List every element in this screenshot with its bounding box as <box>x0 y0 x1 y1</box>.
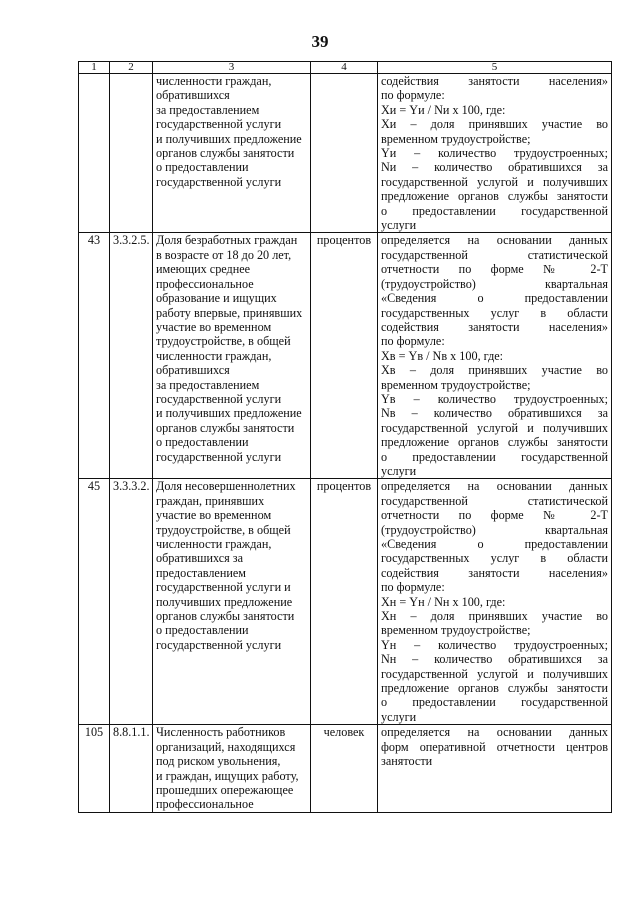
name-line: обратившихся <box>156 88 230 103</box>
name-line: государственной услуги <box>156 449 282 464</box>
name-line: государственной услуги <box>156 174 282 189</box>
method-line: Yн – количество трудоустроенных; <box>381 637 608 652</box>
header-cell: 5 <box>378 62 612 74</box>
method-line: Хн – доля принявших участие во <box>381 609 608 624</box>
row-number-cell: 43 <box>79 233 110 479</box>
name-line: государственной услуги <box>156 117 282 132</box>
name-line: образование и ищущих <box>156 291 277 306</box>
name-line: участие во временном <box>156 508 272 523</box>
method-line: определяется на основании данных <box>381 725 608 740</box>
method-line: содействия занятости населения» <box>381 565 608 580</box>
method-line: Хв = Yв / Nв x 100, где: <box>381 348 504 363</box>
method-line: содействия занятости населения» <box>381 74 608 88</box>
method-line: (трудоустройство) квартальная <box>381 276 608 291</box>
method-line: Хв – доля принявших участие во <box>381 363 608 378</box>
method-line: Nи – количество обратившихся за <box>381 160 608 175</box>
method-line: форм оперативной отчетности центров <box>381 739 608 754</box>
table-row <box>79 725 612 812</box>
header-cell: 3 <box>153 62 311 74</box>
name-line: под риском увольнения, <box>156 754 281 769</box>
method-line: временном трудоустройстве; <box>381 623 531 638</box>
method-line: по формуле: <box>381 334 445 349</box>
method-line: временном трудоустройстве; <box>381 377 531 392</box>
name-line: за предоставлением <box>156 102 260 117</box>
calculation-method-cell <box>378 74 612 233</box>
name-line: граждан, принявших <box>156 493 265 508</box>
unit-cell: процентов <box>311 233 378 479</box>
method-line: занятости <box>381 754 433 769</box>
method-line: государственной услугой и получивших <box>381 666 608 681</box>
table-row <box>79 479 612 725</box>
name-line: профессиональное <box>156 276 254 291</box>
method-line: по формуле: <box>381 88 445 103</box>
name-line: получивших предложение <box>156 594 293 609</box>
table-row <box>79 74 612 233</box>
name-line: обратившихся <box>156 363 230 378</box>
name-line: государственной услуги и <box>156 580 291 595</box>
unit-cell: процентов <box>311 479 378 725</box>
name-line: о предоставлении <box>156 160 249 175</box>
method-line: о предоставлении государственной <box>381 695 608 710</box>
method-line: государственной услугой и получивших <box>381 174 608 189</box>
name-line: государственной услуги <box>156 637 282 652</box>
indicator-name-cell <box>153 725 311 812</box>
name-line: органов службы занятости <box>156 609 295 624</box>
name-line: Численность работников <box>156 725 286 740</box>
method-line: государственной услугой и получивших <box>381 420 608 435</box>
indicator-code-cell: 8.8.1.1. <box>110 725 153 812</box>
indicator-name-cell <box>153 233 311 479</box>
name-line: трудоустройстве, в общей <box>156 522 291 537</box>
indicator-code-cell <box>110 74 153 233</box>
method-line: определяется на основании данных <box>381 479 608 494</box>
method-line: предложение органов службы занятости <box>381 435 608 450</box>
name-line: в возрасте от 18 до 20 лет, <box>156 247 292 262</box>
name-line: за предоставлением <box>156 377 260 392</box>
unit-cell: человек <box>311 725 378 812</box>
method-line: отчетности по форме № 2-Т <box>381 262 608 277</box>
method-line: услуги <box>381 463 417 478</box>
table-row <box>79 233 612 479</box>
name-line: трудоустройстве, в общей <box>156 334 291 349</box>
method-line: о предоставлении государственной <box>381 203 608 218</box>
method-line: Nн – количество обратившихся за <box>381 652 608 667</box>
method-line: о предоставлении государственной <box>381 449 608 464</box>
name-line: предоставлением <box>156 565 247 580</box>
name-line: участие во временном <box>156 319 272 334</box>
name-line: о предоставлении <box>156 623 249 638</box>
name-line: численности граждан, <box>156 74 272 88</box>
method-line: определяется на основании данных <box>381 233 608 248</box>
method-line: Nв – количество обратившихся за <box>381 406 608 421</box>
name-line: органов службы занятости <box>156 146 295 161</box>
name-line: численности граждан, <box>156 537 272 551</box>
name-line: Доля безработных граждан <box>156 233 298 248</box>
indicator-code-cell: 3.3.2.5. <box>110 233 153 479</box>
method-line: предложение органов службы занятости <box>381 681 608 696</box>
table-header-row <box>79 62 612 74</box>
name-line: прошедших опережающее <box>156 782 294 797</box>
row-number-cell: 45 <box>79 479 110 725</box>
indicator-name-cell <box>153 479 311 725</box>
method-line: Хи – доля принявших участие во <box>381 117 608 132</box>
method-line: услуги <box>381 218 417 233</box>
indicator-code-cell: 3.3.3.2. <box>110 479 153 725</box>
name-line: Доля несовершеннолетних <box>156 479 296 494</box>
method-line: Хи = Yи / Nи x 100, где: <box>381 102 506 117</box>
method-line: отчетности по форме № 2-Т <box>381 508 608 523</box>
method-line: государственной статистической <box>381 247 608 262</box>
name-line: о предоставлении <box>156 435 249 450</box>
method-line: государственных услуг в области <box>381 305 608 320</box>
calculation-method-cell <box>378 479 612 725</box>
method-line: услуги <box>381 709 417 724</box>
calculation-method-cell <box>378 725 612 812</box>
method-line: Хн = Yн / Nн x 100, где: <box>381 594 506 609</box>
method-line: «Сведения о предоставлении <box>381 537 608 551</box>
name-line: профессиональное <box>156 797 254 812</box>
name-line: обратившихся за <box>156 551 244 566</box>
indicator-name-cell <box>153 74 311 233</box>
method-line: содействия занятости населения» <box>381 319 608 334</box>
method-line: Yв – количество трудоустроенных; <box>381 391 608 406</box>
name-line: и получивших предложение <box>156 406 302 421</box>
method-line: государственных услуг в области <box>381 551 608 566</box>
method-line: «Сведения о предоставлении <box>381 291 608 306</box>
name-line: работу впервые, принявших <box>156 305 303 320</box>
calculation-method-cell <box>378 233 612 479</box>
header-cell: 2 <box>110 62 153 74</box>
name-line: организаций, находящихся <box>156 739 296 754</box>
method-line: Yи – количество трудоустроенных; <box>381 146 608 161</box>
name-line: и получивших предложение <box>156 131 302 146</box>
row-number-cell: 105 <box>79 725 110 812</box>
name-line: и граждан, ищущих работу, <box>156 768 299 783</box>
indicator-table <box>78 61 612 813</box>
method-line: по формуле: <box>381 580 445 595</box>
name-line: имеющих среднее <box>156 262 251 277</box>
name-line: органов службы занятости <box>156 420 295 435</box>
header-cell: 4 <box>311 62 378 74</box>
name-line: государственной услуги <box>156 391 282 406</box>
header-cell: 1 <box>79 62 110 74</box>
method-line: предложение органов службы занятости <box>381 189 608 204</box>
name-line: численности граждан, <box>156 348 272 363</box>
unit-cell <box>311 74 378 233</box>
row-number-cell <box>79 74 110 233</box>
method-line: (трудоустройство) квартальная <box>381 522 608 537</box>
page-number: 39 <box>311 32 329 51</box>
method-line: временном трудоустройстве; <box>381 131 531 146</box>
method-line: государственной статистической <box>381 493 608 508</box>
